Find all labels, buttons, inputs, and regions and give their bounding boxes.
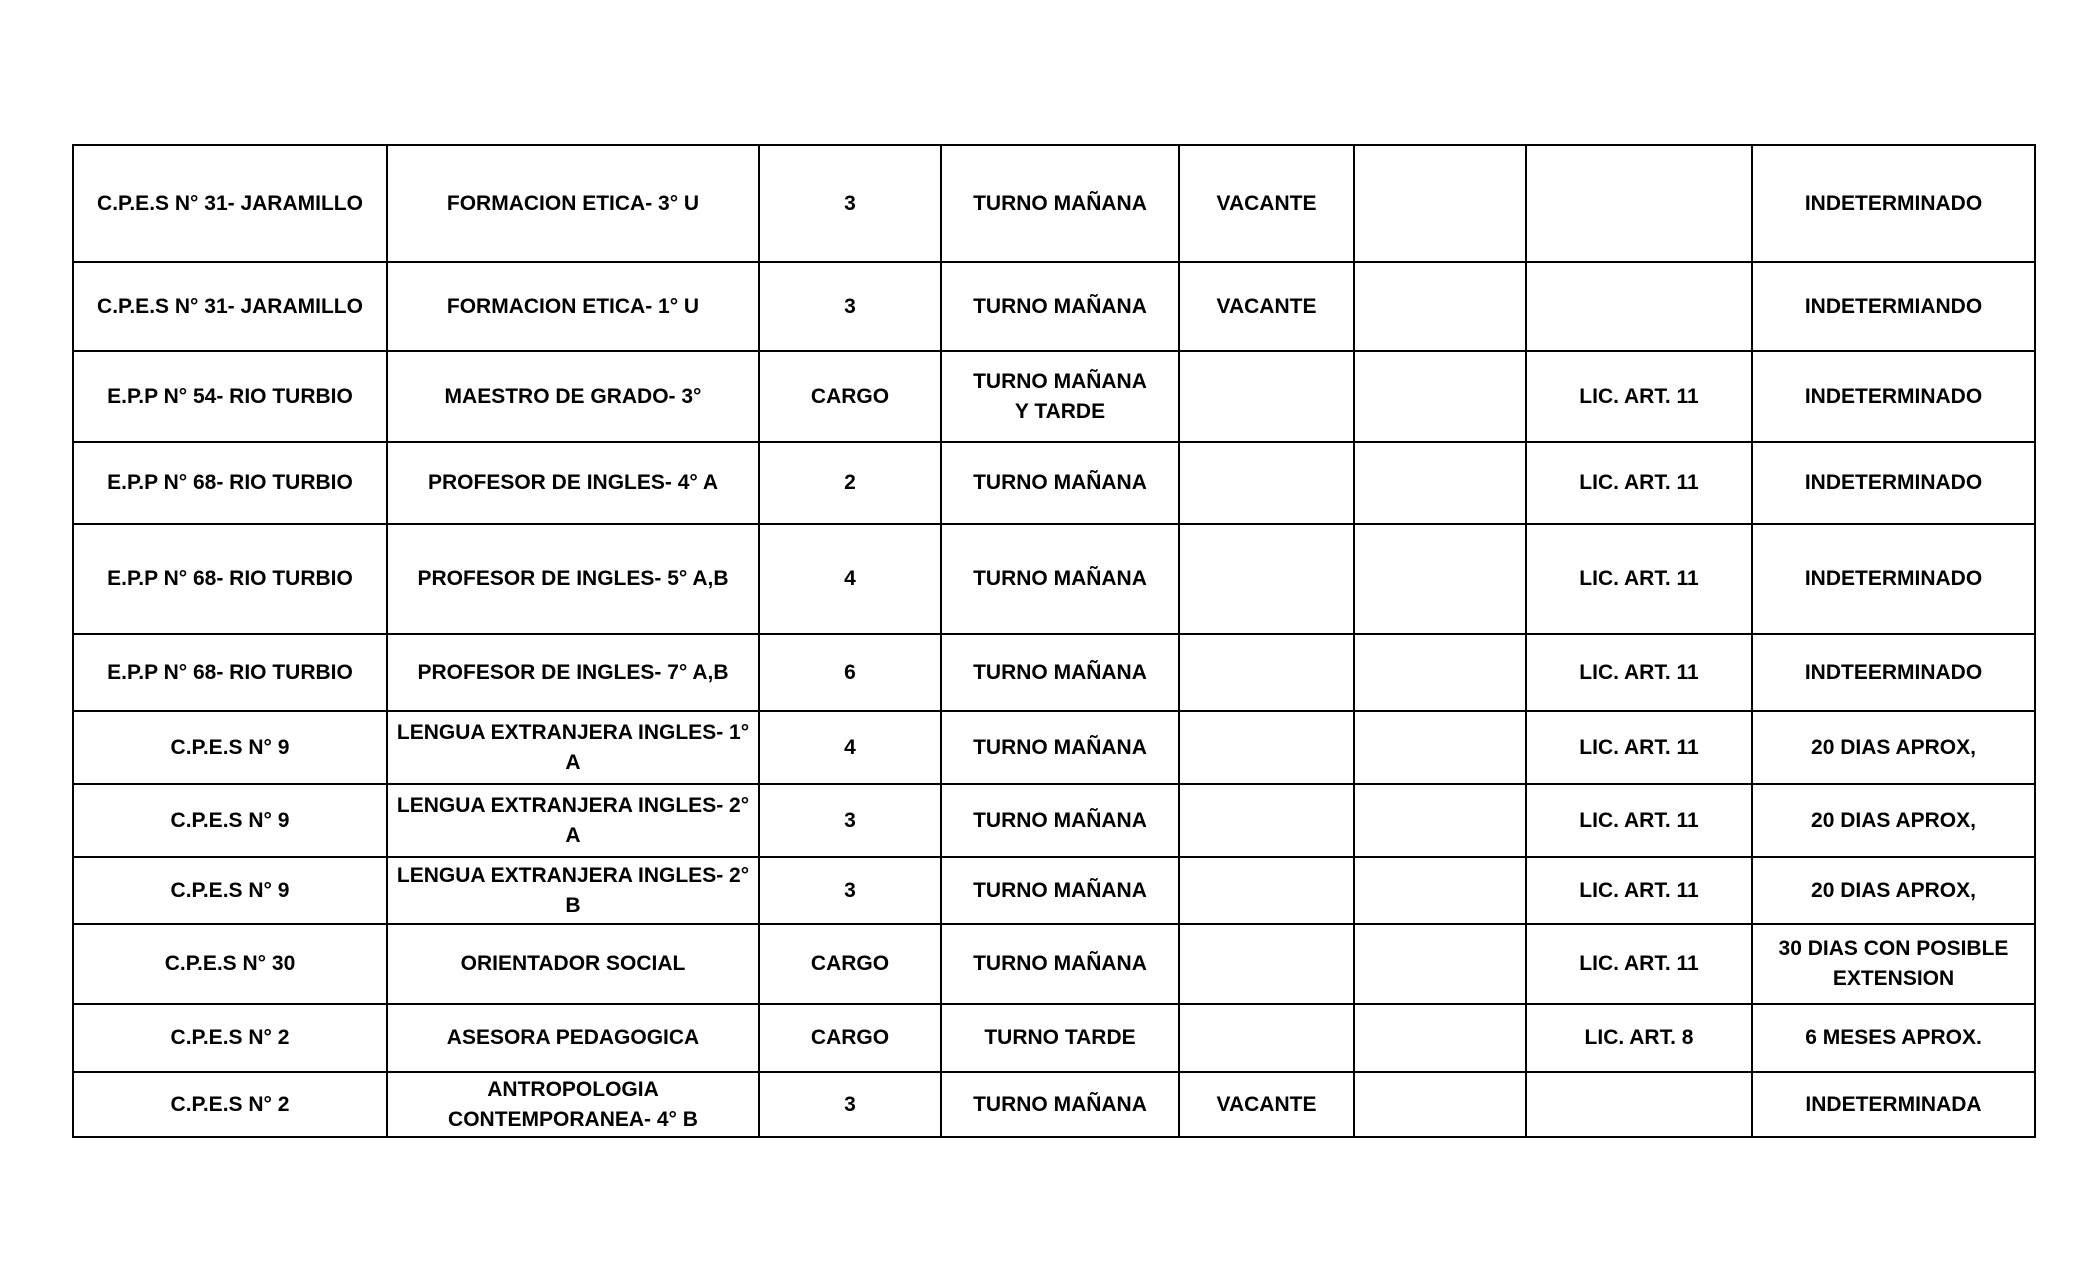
subject-cell: ANTROPOLOGIA CONTEMPORANEA- 4° B	[387, 1072, 759, 1137]
table-row	[73, 857, 2035, 924]
status-cell	[1179, 351, 1354, 442]
status-cell	[1179, 924, 1354, 1004]
shift-cell: TURNO MAÑANA	[941, 524, 1179, 634]
school-cell: E.P.P N° 68- RIO TURBIO	[73, 524, 387, 634]
duration-cell: 20 DIAS APROX,	[1752, 711, 2035, 784]
duration-cell: 20 DIAS APROX,	[1752, 857, 2035, 924]
duration-cell: INDETERMIANDO	[1752, 262, 2035, 351]
shift-cell: TURNO MAÑANA	[941, 442, 1179, 524]
table-row	[73, 1072, 2035, 1137]
vacancies-table	[72, 144, 2036, 1138]
school-cell: C.P.E.S N° 31- JARAMILLO	[73, 145, 387, 262]
shift-cell: TURNO MAÑANA	[941, 924, 1179, 1004]
duration-cell: 6 MESES APROX.	[1752, 1004, 2035, 1072]
subject-cell: LENGUA EXTRANJERA INGLES- 2° A	[387, 784, 759, 857]
license-cell: LIC. ART. 11	[1526, 524, 1752, 634]
subject-cell: LENGUA EXTRANJERA INGLES- 1° A	[387, 711, 759, 784]
subject-cell: ORIENTADOR SOCIAL	[387, 924, 759, 1004]
status-cell	[1179, 784, 1354, 857]
extra-cell	[1354, 145, 1526, 262]
hours-cell: 3	[759, 857, 941, 924]
status-cell	[1179, 442, 1354, 524]
duration-cell: INDTEERMINADO	[1752, 634, 2035, 711]
subject-cell: MAESTRO DE GRADO- 3°	[387, 351, 759, 442]
status-cell	[1179, 1004, 1354, 1072]
status-cell	[1179, 524, 1354, 634]
hours-cell: 3	[759, 262, 941, 351]
school-cell: C.P.E.S N° 9	[73, 711, 387, 784]
extra-cell	[1354, 524, 1526, 634]
table-row	[73, 634, 2035, 711]
school-cell: C.P.E.S N° 31- JARAMILLO	[73, 262, 387, 351]
school-cell: E.P.P N° 54- RIO TURBIO	[73, 351, 387, 442]
subject-cell: LENGUA EXTRANJERA INGLES- 2° B	[387, 857, 759, 924]
license-cell: LIC. ART. 11	[1526, 351, 1752, 442]
extra-cell	[1354, 1004, 1526, 1072]
table-row	[73, 442, 2035, 524]
extra-cell	[1354, 711, 1526, 784]
subject-cell: ASESORA PEDAGOGICA	[387, 1004, 759, 1072]
shift-cell: TURNO MAÑANA Y TARDE	[941, 351, 1179, 442]
school-cell: E.P.P N° 68- RIO TURBIO	[73, 442, 387, 524]
status-cell: VACANTE	[1179, 262, 1354, 351]
subject-cell: PROFESOR DE INGLES- 4° A	[387, 442, 759, 524]
subject-cell: PROFESOR DE INGLES- 5° A,B	[387, 524, 759, 634]
hours-cell: CARGO	[759, 351, 941, 442]
status-cell	[1179, 634, 1354, 711]
subject-cell: PROFESOR DE INGLES- 7° A,B	[387, 634, 759, 711]
extra-cell	[1354, 351, 1526, 442]
status-cell	[1179, 857, 1354, 924]
shift-cell: TURNO MAÑANA	[941, 711, 1179, 784]
school-cell: E.P.P N° 68- RIO TURBIO	[73, 634, 387, 711]
duration-cell: INDETERMINADO	[1752, 524, 2035, 634]
status-cell	[1179, 711, 1354, 784]
shift-cell: TURNO TARDE	[941, 1004, 1179, 1072]
school-cell: C.P.E.S N° 9	[73, 784, 387, 857]
school-cell: C.P.E.S N° 2	[73, 1004, 387, 1072]
school-cell: C.P.E.S N° 30	[73, 924, 387, 1004]
duration-cell: 20 DIAS APROX,	[1752, 784, 2035, 857]
status-cell: VACANTE	[1179, 1072, 1354, 1137]
table-row	[73, 1004, 2035, 1072]
shift-cell: TURNO MAÑANA	[941, 145, 1179, 262]
hours-cell: CARGO	[759, 1004, 941, 1072]
license-cell: LIC. ART. 8	[1526, 1004, 1752, 1072]
extra-cell	[1354, 262, 1526, 351]
hours-cell: 3	[759, 145, 941, 262]
hours-cell: 4	[759, 524, 941, 634]
license-cell: LIC. ART. 11	[1526, 857, 1752, 924]
hours-cell: 4	[759, 711, 941, 784]
extra-cell	[1354, 1072, 1526, 1137]
license-cell: LIC. ART. 11	[1526, 634, 1752, 711]
shift-cell: TURNO MAÑANA	[941, 634, 1179, 711]
extra-cell	[1354, 857, 1526, 924]
hours-cell: 2	[759, 442, 941, 524]
table-row	[73, 924, 2035, 1004]
table-row	[73, 711, 2035, 784]
shift-cell: TURNO MAÑANA	[941, 262, 1179, 351]
duration-cell: 30 DIAS CON POSIBLE EXTENSION	[1752, 924, 2035, 1004]
extra-cell	[1354, 634, 1526, 711]
hours-cell: 3	[759, 784, 941, 857]
extra-cell	[1354, 784, 1526, 857]
subject-cell: FORMACION ETICA- 3° U	[387, 145, 759, 262]
duration-cell: INDETERMINADA	[1752, 1072, 2035, 1137]
extra-cell	[1354, 924, 1526, 1004]
subject-cell: FORMACION ETICA- 1° U	[387, 262, 759, 351]
table-row	[73, 784, 2035, 857]
license-cell	[1526, 1072, 1752, 1137]
shift-cell: TURNO MAÑANA	[941, 784, 1179, 857]
school-cell: C.P.E.S N° 2	[73, 1072, 387, 1137]
license-cell	[1526, 145, 1752, 262]
license-cell: LIC. ART. 11	[1526, 711, 1752, 784]
extra-cell	[1354, 442, 1526, 524]
duration-cell: INDETERMINADO	[1752, 145, 2035, 262]
table-row	[73, 351, 2035, 442]
status-cell: VACANTE	[1179, 145, 1354, 262]
license-cell	[1526, 262, 1752, 351]
shift-cell: TURNO MAÑANA	[941, 1072, 1179, 1137]
table-row	[73, 145, 2035, 262]
license-cell: LIC. ART. 11	[1526, 924, 1752, 1004]
school-cell: C.P.E.S N° 9	[73, 857, 387, 924]
hours-cell: CARGO	[759, 924, 941, 1004]
hours-cell: 3	[759, 1072, 941, 1137]
duration-cell: INDETERMINADO	[1752, 442, 2035, 524]
hours-cell: 6	[759, 634, 941, 711]
table-row	[73, 262, 2035, 351]
license-cell: LIC. ART. 11	[1526, 784, 1752, 857]
duration-cell: INDETERMINADO	[1752, 351, 2035, 442]
shift-cell: TURNO MAÑANA	[941, 857, 1179, 924]
table-row	[73, 524, 2035, 634]
license-cell: LIC. ART. 11	[1526, 442, 1752, 524]
